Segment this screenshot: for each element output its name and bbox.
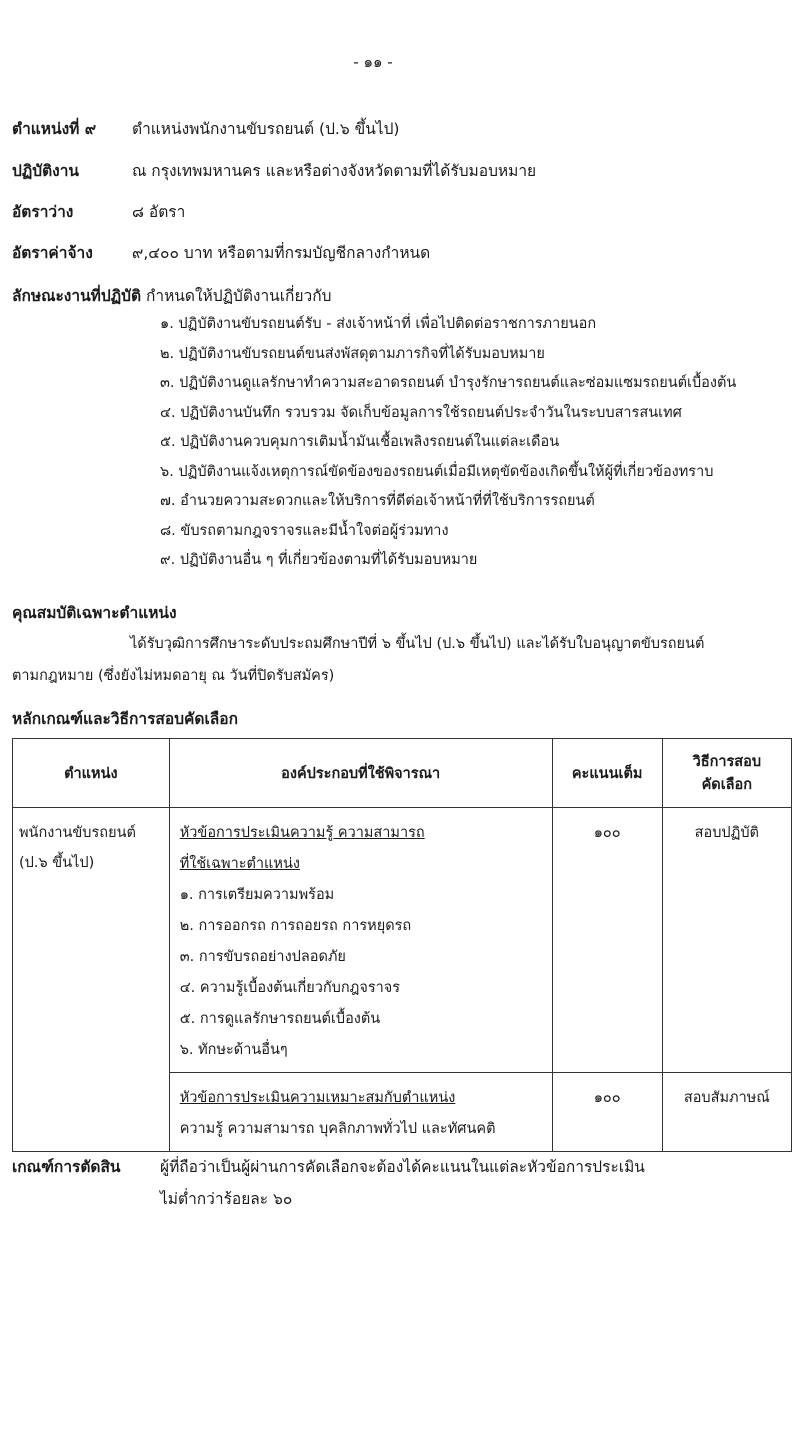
qualifications-title: คุณสมบัติเฉพาะตำแหน่ง	[12, 604, 177, 622]
qualifications-text	[12, 628, 790, 692]
score-cell: ๑๐๐	[552, 1073, 662, 1152]
salary-value: ๙,๔๐๐ บาท หรือตามที่กรมบัญชีกลางกำหนด	[132, 244, 431, 262]
assessment-item: ๔. ความรู้เบื้องต้นเกี่ยวกับกฎจราจร	[179, 980, 401, 996]
header-method: วิธีการสอบ คัดเลือก	[662, 739, 791, 808]
assessment-item: ๓. การขับรถอย่างปลอดภัย	[179, 949, 346, 965]
method-cell: สอบสัมภาษณ์	[662, 1073, 791, 1152]
duty-item: ๙. ปฏิบัติงานอื่น ๆ ที่เกี่ยวข้องตามที่ได้รับมอบหมาย	[160, 552, 478, 568]
decision-line-2: ไม่ต่ำกว่าร้อยละ ๖๐	[160, 1190, 293, 1208]
vacancies-value: ๘ อัตรา	[132, 203, 186, 221]
qualifications-line-2: ตามกฎหมาย (ซึ่งยังไม่หมดอายุ ณ วันที่ปิดรับสมัคร)	[12, 668, 335, 684]
workplace-label: ปฏิบัติงาน	[12, 162, 80, 180]
duties-list	[160, 312, 736, 578]
assessment-item: ๕. การดูแลรักษารถยนต์เบื้องต้น	[179, 1011, 381, 1027]
duty-item: ๗. อำนวยความสะดวกและให้บริการที่ดีต่อเจ้าหน้าที่ที่ใช้บริการรถยนต์	[160, 493, 595, 509]
table-header-row	[13, 739, 792, 808]
assessment-item: ๖. ทักษะด้านอื่นๆ	[179, 1042, 288, 1058]
page-number: - ๑๑ -	[353, 53, 393, 71]
selection-title: หลักเกณฑ์และวิธีการสอบคัดเลือก	[12, 710, 238, 728]
position-cell: พนักงานขับรถยนต์ (ป.๖ ขึ้นไป)	[13, 808, 170, 1152]
workplace-value: ณ กรุงเทพมหานคร และหรือต่างจังหวัดตามที่ได้รับมอบหมาย	[132, 162, 537, 180]
position-value: ตำแหน่งพนักงานขับรถยนต์ (ป.๖ ขึ้นไป)	[132, 120, 400, 138]
header-elements: องค์ประกอบที่ใช้พิจารณา	[169, 739, 552, 808]
position-label: ตำแหน่งที่ ๙	[12, 120, 97, 138]
assessment-item: ๑. การเตรียมความพร้อม	[179, 887, 335, 903]
vacancies-label: อัตราว่าง	[12, 203, 74, 221]
duty-item: ๘. ขับรถตามกฎจราจรและมีน้ำใจต่อผู้ร่วมทาง	[160, 522, 449, 539]
duties-intro: กำหนดให้ปฏิบัติงานเกี่ยวกับ	[145, 287, 332, 305]
method-cell: สอบปฏิบัติ	[662, 808, 791, 1073]
duty-item: ๓. ปฏิบัติงานดูแลรักษาทำความสะอาดรถยนต์ บำรุงรักษารถยนต์และซ่อมแซมรถยนต์เบื้องต้น	[160, 375, 737, 391]
qualifications-line-1: ได้รับวุฒิการศึกษาระดับประถมศึกษาปีที่ ๖ ขึ้นไป (ป.๖ ขึ้นไป) และได้รับใบอนุญาตขับรถยนต์	[130, 636, 705, 652]
duty-item: ๔. ปฏิบัติงานบันทึก รวบรวม จัดเก็บข้อมูลการใช้รถยนต์ประจำวันในระบบสารสนเทศ	[160, 404, 682, 421]
score-cell: ๑๐๐	[552, 808, 662, 1073]
selection-criteria-table	[12, 738, 792, 1152]
duty-item: ๒. ปฏิบัติงานขับรถยนต์ขนส่งพัสดุตามภารกิจที่ได้รับมอบหมาย	[160, 345, 545, 362]
duties-heading	[12, 283, 331, 308]
duty-item: ๖. ปฏิบัติงานแจ้งเหตุการณ์ขัดข้องของรถยนต์เมื่อมีเหตุขัดข้องเกิดขึ้นให้ผู้ที่เกี่ยวข้องทราบ	[160, 463, 714, 480]
salary-label: อัตราค่าจ้าง	[12, 244, 93, 262]
duties-label: ลักษณะงานที่ปฏิบัติ	[12, 287, 142, 305]
decision-label: เกณฑ์การตัดสิน	[12, 1158, 121, 1176]
duty-item: ๑. ปฏิบัติงานขับรถยนต์รับ - ส่งเจ้าหน้าที่ เพื่อไปติดต่อราชการภายนอก	[160, 316, 597, 332]
knowledge-assessment-cell: หัวข้อการประเมินความรู้ ความสามารถ ที่ใช้เฉพาะตำแหน่ง ๑. การเตรียมความพร้อม ๒. การออกรถ การถอยรถ การหยุดรถ ๓. การขับรถอย่างปลอดภัย ๔. ความรู้เบื้องต้นเกี่ยวกับกฎจราจร ๕. การดูแลรักษารถยนต์เบื้องต้น ๖. ทักษะด้านอื่นๆ	[169, 808, 552, 1073]
assessment-item: ๒. การออกรถ การถอยรถ การหยุดรถ	[179, 918, 412, 934]
decision-line-1: ผู้ที่ถือว่าเป็นผู้ผ่านการคัดเลือกจะต้องได้คะแนนในแต่ละหัวข้อการประเมิน	[160, 1158, 645, 1176]
header-score: คะแนนเต็ม	[552, 739, 662, 808]
header-position: ตำแหน่ง	[13, 739, 170, 808]
table-row	[13, 808, 792, 1073]
duty-item: ๕. ปฏิบัติงานควบคุมการเติมน้ำมันเชื้อเพลิงรถยนต์ในแต่ละเดือน	[160, 434, 560, 450]
suitability-assessment-cell: หัวข้อการประเมินความเหมาะสมกับตำแหน่ง ความรู้ ความสามารถ บุคลิกภาพทั่วไป และทัศนคติ	[169, 1073, 552, 1152]
